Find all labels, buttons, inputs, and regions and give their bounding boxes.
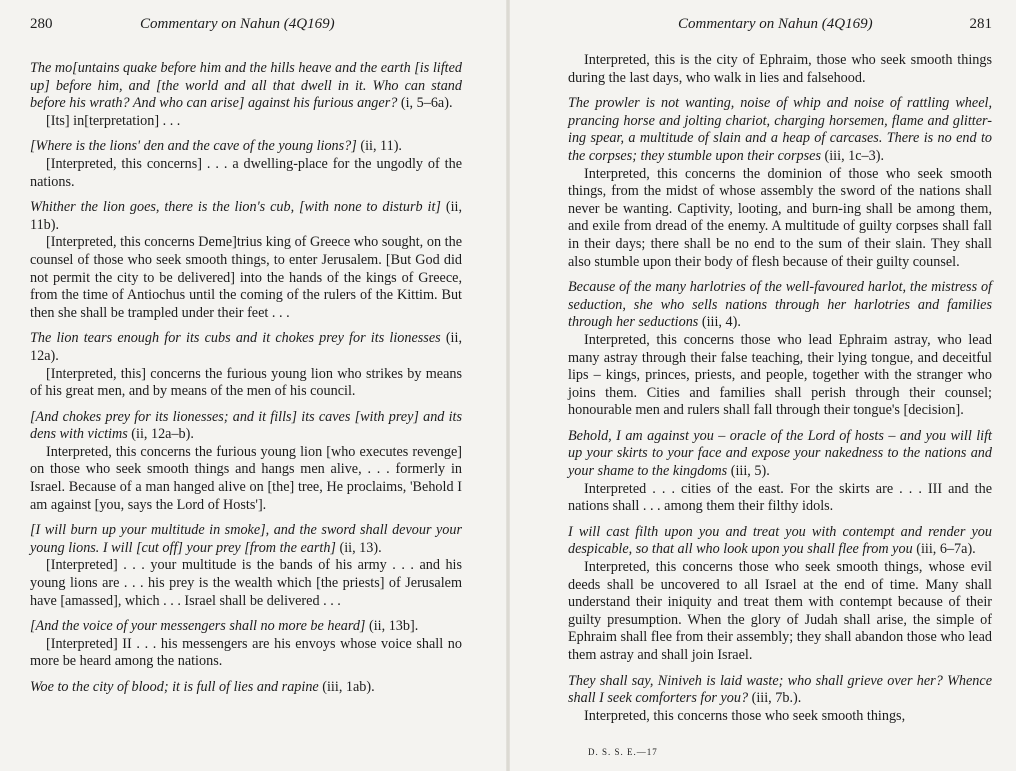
verse-reference: (iii, 1ab). bbox=[318, 679, 375, 695]
paragraph-text: Interpreted, this is the city of Ephraim, those who seek smooth things during the last days, who walk in lies and falsehood. bbox=[568, 52, 992, 86]
page-number: 280 bbox=[30, 16, 53, 32]
paragraph-text: Interpreted, this concerns those who seek smooth things, bbox=[584, 707, 906, 724]
interpretation-paragraph bbox=[568, 708, 992, 726]
scripture-quotation bbox=[30, 60, 462, 113]
paragraph-text: Whither the lion goes, there is the lion's cub, [with none to disturb it] bbox=[30, 199, 441, 216]
scripture-quotation bbox=[30, 138, 462, 156]
paragraph-text: The mo[untains quake before him and the hills heave and the earth [is lifted up] before him, and [the world and all that dwell in it. Who can stand before his wrath? And who can arise] against his furious anger? bbox=[30, 60, 462, 112]
paragraph-text: Interpreted . . . cities of the east. For the skirts are . . . III and the nations shall . . . among them their filthy idols. bbox=[568, 480, 992, 515]
verse-reference: (ii, 12a). bbox=[30, 330, 462, 364]
paragraph-text: Interpreted, this concerns the furious young lion [who executes revenge] on those who seek smooth things and hangs men alive, . . . formerly in Israel. Because of a man hanged alive on [the] tree, He proclaims, 'Behold I am against [you, says the Lord of Hosts']. bbox=[30, 443, 462, 513]
running-head: Commentary on Nahun (4Q169) bbox=[678, 16, 873, 32]
verse-reference: (iii, 1c–3). bbox=[820, 147, 885, 164]
paragraph-text: They shall say, Niniveh is laid waste; who shall grieve over her? Whence shall I seek comforters for you? bbox=[568, 672, 992, 707]
paragraph-text: [I will burn up your multitude in smoke], and the sword shall devour your young lions. I will [cut off] your prey [from the earth] bbox=[30, 522, 462, 556]
right-page-header bbox=[568, 0, 992, 52]
verse-reference: (i, 5–6a). bbox=[397, 95, 453, 112]
scripture-quotation bbox=[30, 679, 462, 697]
scripture-quotation bbox=[568, 95, 992, 165]
scripture-quotation bbox=[568, 428, 992, 481]
verse-reference: (iii, 5). bbox=[727, 463, 770, 480]
interpretation-paragraph bbox=[568, 332, 992, 420]
verse-reference: (iii, 4). bbox=[698, 314, 741, 331]
interpretation-paragraph bbox=[568, 559, 992, 665]
interpretation-paragraph bbox=[30, 557, 462, 610]
right-page bbox=[508, 0, 1016, 771]
scripture-quotation bbox=[568, 524, 992, 559]
paragraph-text: [And chokes prey for its lionesses; and it fills] its caves [with prey] and its dens with victims bbox=[30, 408, 462, 443]
paragraph-text: [And the voice of your messengers shall no more be heard] bbox=[30, 618, 366, 635]
paragraph-text: [Its] in[terpretation] . . . bbox=[46, 112, 181, 129]
verse-reference: (ii, 12a–b). bbox=[127, 426, 194, 443]
signature-mark: D. S. S. E.—17 bbox=[588, 747, 658, 757]
scripture-quotation bbox=[30, 409, 462, 444]
verse-reference: (ii, 11b). bbox=[30, 199, 462, 233]
paragraph-text: [Interpreted, this concerns] . . . a dwelling-place for the ungodly of the nations. bbox=[30, 155, 462, 190]
interpretation-paragraph bbox=[568, 166, 992, 272]
interpretation-paragraph bbox=[30, 234, 462, 322]
verse-reference: (ii, 11). bbox=[356, 138, 402, 155]
right-page-body bbox=[568, 52, 992, 725]
paragraph-text: Interpreted, this concerns those who lead Ephraim astray, who lead many astray through their false teaching, their lying tongue, and deceitful lips – kings, princes, priests, and people, together with the stranger who joins them. Cities and families shall perish through their counsel; honourable men and rulers shall fall through their tongue's [decision]. bbox=[568, 331, 992, 419]
verse-reference: (iii, 7b.). bbox=[748, 690, 802, 707]
running-head: Commentary on Nahun (4Q169) bbox=[140, 16, 335, 32]
paragraph-text: Interpreted, this concerns the dominion of those who seek smooth things, from the midst of whose assembly the sword of the nations shall never be wanting. Captivity, looting, and burn-ing shall be among them, and exile from dread of the enemy. A multitude of guilty corpses shall fall in their days; there shall be no end to the sum of their slain. They shall also stumble upon their body of flesh because of their guilty counsel. bbox=[568, 165, 992, 270]
interpretation-paragraph bbox=[30, 156, 462, 191]
paragraph-text: Woe to the city of blood; it is full of lies and rapine bbox=[30, 679, 319, 695]
scripture-quotation bbox=[30, 618, 462, 636]
paragraph-text: Behold, I am against you – oracle of the Lord of hosts – and you will lift up your skirts to your face and expose your nakedness to the nations and your shame to the kingdoms bbox=[568, 427, 992, 480]
paragraph-text: The lion tears enough for its cubs and it chokes prey for its lionesses bbox=[30, 330, 441, 347]
paragraph-text: I will cast filth upon you and treat you with contempt and render you despicable, so that all who look upon you shall flee from you bbox=[568, 523, 992, 558]
paragraph-text: [Interpreted] II . . . his messengers are his envoys whose voice shall no more be heard among the nations. bbox=[30, 635, 462, 670]
paragraph-text: Interpreted, this concerns those who seek smooth things, whose evil deeds shall be uncovered to all Israel at the end of time. Many shall understand their iniquity and treat them with contempt because of their guilty presumption. When the glory of Judah shall arise, the simple of Ephraim shall flee from their assembly; they shall abandon those who lead them astray and shall join Israel. bbox=[568, 559, 992, 663]
interpretation-paragraph bbox=[30, 444, 462, 514]
scripture-quotation bbox=[568, 673, 992, 708]
verse-reference: (ii, 13). bbox=[335, 539, 382, 556]
scripture-quotation bbox=[30, 522, 462, 557]
verse-reference: (iii, 6–7a). bbox=[912, 541, 976, 558]
left-page-header bbox=[30, 0, 462, 52]
left-page-body bbox=[30, 60, 462, 697]
interpretation-paragraph bbox=[568, 481, 992, 516]
scripture-quotation bbox=[30, 330, 462, 365]
paragraph-text: [Interpreted, this concerns Deme]trius king of Greece who sought, on the counsel of those who seek smooth things, to enter Jerusalem. [But God did not permit the city to be delivered] into the hands of the kings of Greece, from the time of Antiochus until the coming of the rulers of the Kittim. But then she shall be trampled under their feet . . . bbox=[30, 234, 462, 321]
interpretation-paragraph bbox=[568, 52, 992, 87]
paragraph-text: [Interpreted, this] concerns the furious young lion who strikes by means of his great men, and by means of the men of his council. bbox=[30, 365, 462, 400]
paragraph-text: The prowler is not wanting, noise of whip and noise of rattling wheel, prancing horse and jolting chariot, charging horsemen, flame and glitter-ing spear, a multitude of slain and a heap of carcases. There is no end to the corpses; they stumble upon their corpses bbox=[568, 95, 992, 164]
scripture-quotation bbox=[568, 279, 992, 332]
scripture-quotation bbox=[30, 199, 462, 234]
interpretation-paragraph bbox=[30, 366, 462, 401]
interpretation-paragraph bbox=[30, 636, 462, 671]
paragraph-text: Because of the many harlotries of the well-favoured harlot, the mistress of seduction, she who sells nations through her harlotries and families through her seductions bbox=[568, 279, 992, 331]
interpretation-paragraph bbox=[30, 113, 462, 131]
paragraph-text: [Interpreted] . . . your multitude is the bands of his army . . . and his young lions are . . . his prey is the wealth which [the priests] of Jerusalem have [amassed], which . . . Israel shall be delivered . . . bbox=[30, 557, 462, 609]
verse-reference: (ii, 13b]. bbox=[365, 618, 419, 635]
page-number: 281 bbox=[969, 16, 992, 32]
paragraph-text: [Where is the lions' den and the cave of the young lions?] bbox=[30, 138, 357, 155]
